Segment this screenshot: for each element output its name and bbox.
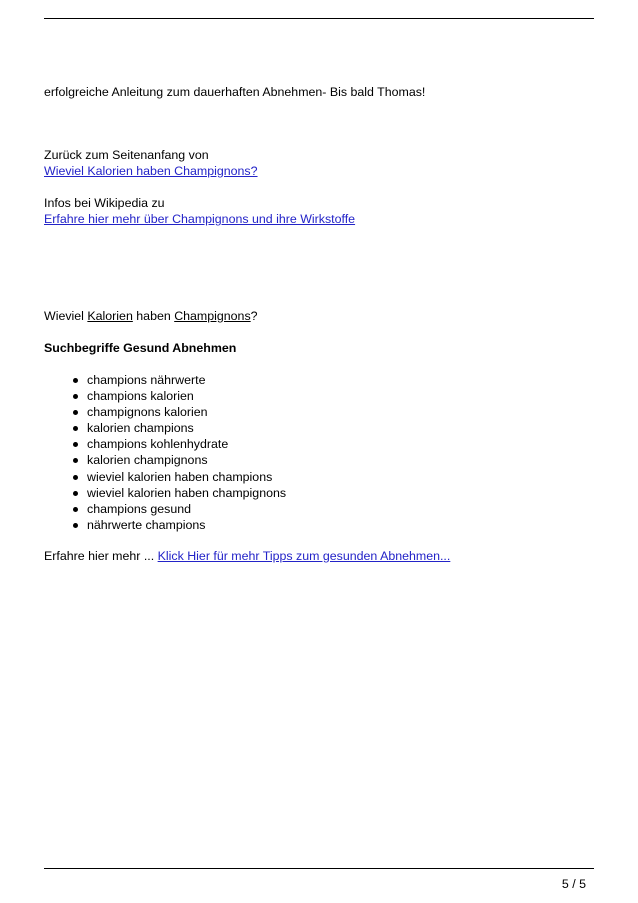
- intro-text: erfolgreiche Anleitung zum dauerhaften Abnehmen- Bis bald Thomas!: [44, 85, 426, 99]
- back-to-top-link[interactable]: Wieviel Kalorien haben Champignons?: [44, 164, 258, 178]
- list-item: [70, 420, 286, 436]
- list-item-text: kalorien champignons: [87, 453, 208, 468]
- bullet-icon: [73, 458, 78, 463]
- header-rule: [44, 18, 594, 19]
- search-terms-list: [70, 372, 286, 533]
- list-item-text: champignons kalorien: [87, 405, 208, 420]
- bullet-icon: [73, 410, 78, 415]
- list-item: [70, 485, 286, 501]
- page-number: 5 / 5: [561, 877, 586, 891]
- more-tips-label: Erfahre hier mehr ...: [44, 549, 158, 563]
- question-middle: haben: [132, 309, 175, 323]
- bullet-icon: [73, 491, 78, 496]
- question-suffix: ?: [250, 309, 258, 323]
- back-to-top-label: Zurück zum Seitenanfang von: [44, 148, 209, 162]
- wikipedia-link-line: [44, 211, 355, 227]
- footer-rule: [44, 868, 594, 869]
- list-item: [70, 452, 286, 468]
- list-item-text: champions kalorien: [87, 389, 194, 404]
- search-terms-heading: Suchbegriffe Gesund Abnehmen: [44, 341, 237, 355]
- list-item-text: champions kohlenhydrate: [87, 437, 229, 452]
- list-item: [70, 517, 286, 533]
- question-prefix: Wieviel: [44, 309, 88, 323]
- back-to-top-link-line: [44, 163, 258, 179]
- list-item-text: champions nährwerte: [87, 373, 206, 387]
- bullet-icon: [73, 426, 78, 431]
- list-item: [70, 404, 286, 420]
- bullet-icon: [73, 394, 78, 399]
- bullet-icon: [73, 475, 78, 480]
- bullet-icon: [73, 442, 78, 447]
- bullet-icon: [73, 378, 78, 383]
- list-item: [70, 501, 286, 517]
- question-keyword-champignons: Champignons: [174, 309, 251, 323]
- list-item: [70, 469, 286, 485]
- more-tips-line: [44, 548, 450, 564]
- list-item-text: champions gesund: [87, 501, 192, 516]
- more-tips-link[interactable]: Klick Hier für mehr Tipps zum gesunden Abnehmen...: [157, 549, 451, 563]
- wikipedia-label: Infos bei Wikipedia zu: [44, 196, 165, 210]
- list-item: [70, 388, 286, 404]
- bullet-icon: [73, 523, 78, 528]
- list-item: [70, 372, 286, 388]
- list-item: [70, 436, 286, 452]
- wikipedia-link[interactable]: Erfahre hier mehr über Champignons und ihre Wirkstoffe: [44, 212, 356, 226]
- question-keyword-kalorien: Kalorien: [87, 309, 133, 323]
- list-item-text: wieviel kalorien haben champions: [87, 469, 273, 484]
- list-item-text: nährwerte champions: [87, 517, 206, 532]
- bullet-icon: [73, 507, 78, 512]
- list-item-text: kalorien champions: [87, 421, 194, 436]
- list-item-text: wieviel kalorien haben champignons: [87, 485, 287, 500]
- question-heading: [44, 308, 258, 324]
